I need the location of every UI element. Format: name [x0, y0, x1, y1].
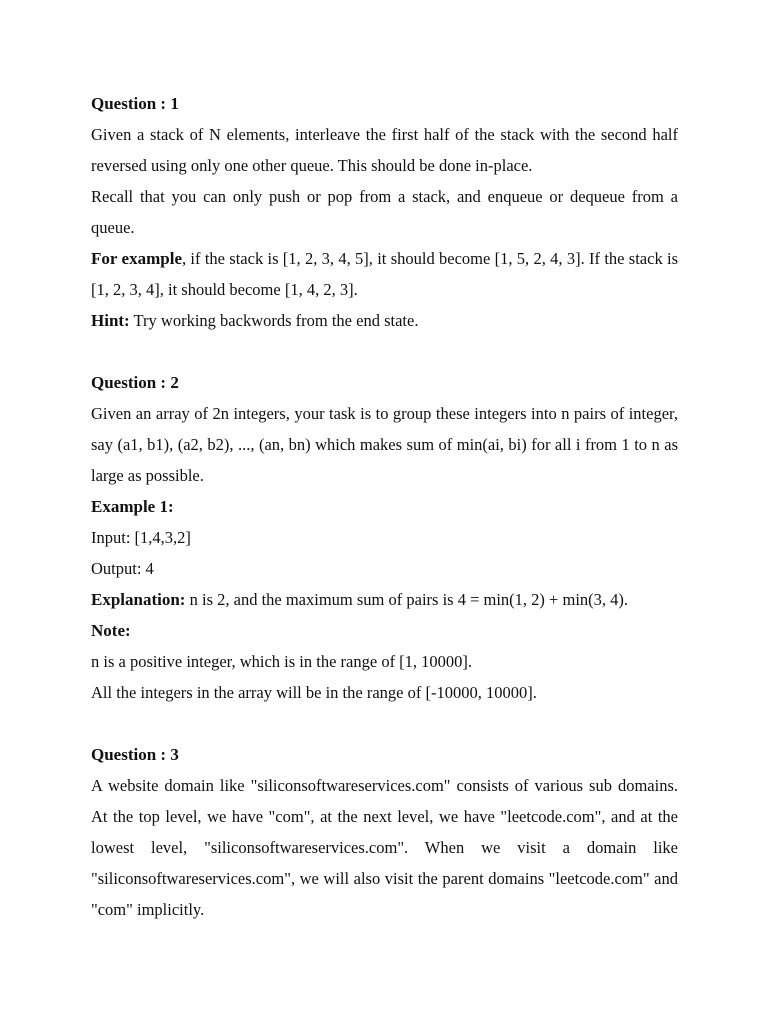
question-2-statement: Given an array of 2n integers, your task is to group these integers into n pairs of integer, say (a1, b1), (a2, b2), ..., (an, bn) which makes sum of min(ai, bi) for all i from 1 to n as large as possible.	[91, 404, 678, 485]
example-label: For example	[91, 249, 182, 268]
section-gap	[91, 336, 678, 367]
example-input: Input: [1,4,3,2]	[91, 528, 191, 547]
hint-text: Try working backwords from the end state.	[129, 311, 419, 330]
question-3-title: Question : 3	[91, 745, 179, 764]
hint-label: Hint:	[91, 311, 130, 330]
question-1-example	[91, 243, 678, 305]
note-label: Note:	[91, 621, 131, 640]
explanation-label: Explanation:	[91, 590, 186, 609]
question-2-title: Question : 2	[91, 373, 179, 392]
question-3-statement: A website domain like "siliconsoftwareservices.com" consists of various sub domains. At the top level, we have "com", at the next level, we have "leetcode.com", and at the lowest level, "siliconsoftwareservices.com". When we visit a domain like "siliconsoftwareservices.com", we will also visit the parent domains "leetcode.com" and "com" implicitly.	[91, 776, 678, 919]
note-range-values: All the integers in the array will be in the range of [-10000, 10000].	[91, 683, 537, 702]
document-page	[91, 88, 678, 925]
question-1-hint	[91, 305, 678, 336]
section-gap	[91, 708, 678, 739]
note-range-n: n is a positive integer, which is in the range of [1, 10000].	[91, 652, 473, 671]
example-explanation	[91, 584, 678, 615]
example-1-label: Example 1:	[91, 497, 174, 516]
question-1-statement: Given a stack of N elements, interleave the first half of the stack with the second half reversed using only one other queue. This should be done in-place.	[91, 125, 678, 175]
example-output: Output: 4	[91, 559, 154, 578]
question-1-title: Question : 1	[91, 94, 179, 113]
question-1-recall: Recall that you can only push or pop from a stack, and enqueue or dequeue from a queue.	[91, 187, 678, 237]
example-text: , if the stack is [1, 2, 3, 4, 5], it should become [1, 5, 2, 4, 3]. If the stack is [1, 2, 3, 4], it should become [1, 4, 2, 3].	[91, 249, 679, 299]
explanation-text: n is 2, and the maximum sum of pairs is 4 = min(1, 2) + min(3, 4).	[185, 590, 629, 609]
